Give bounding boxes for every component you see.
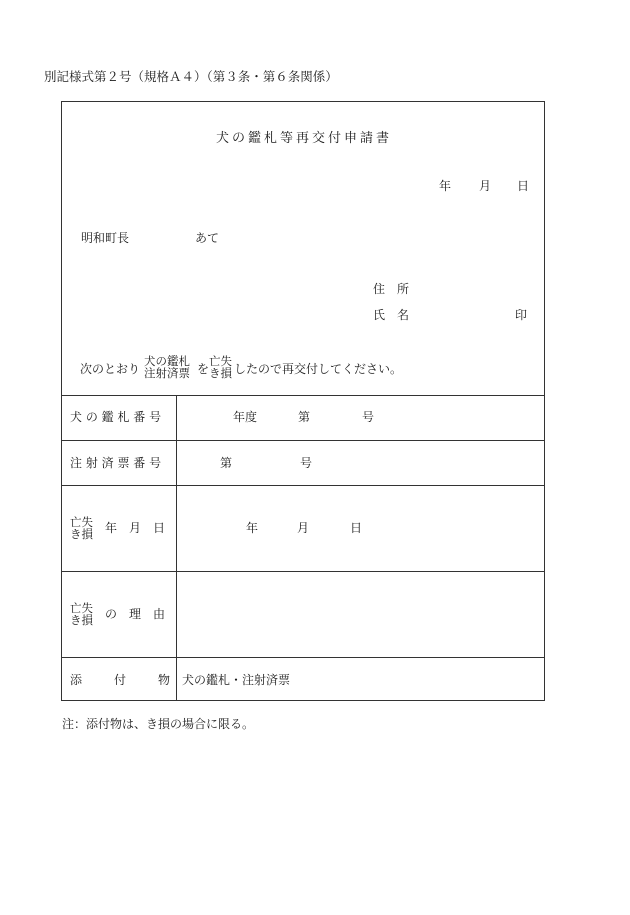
- request-item-vaccine: 注射済票: [144, 366, 190, 380]
- table-divider: [62, 571, 544, 572]
- table-divider: [62, 440, 544, 441]
- attachment-label-2: 付: [114, 673, 127, 687]
- seal-mark: 印: [515, 308, 528, 322]
- tag-number-go: 号: [362, 410, 375, 424]
- loss-date-year: 年: [246, 521, 259, 535]
- date-year-label: 年: [439, 179, 452, 193]
- attachment-value: 犬の鑑札・注射済票: [182, 673, 291, 687]
- request-suffix: したので再交付してください。: [234, 362, 403, 376]
- request-reason-stack: [209, 355, 232, 379]
- table-divider: [62, 485, 544, 486]
- tag-number-label: 犬 の 鑑 札 番 号: [70, 410, 162, 424]
- request-prefix: 次のとおり: [80, 362, 141, 376]
- tag-number-dai: 第: [298, 410, 311, 424]
- loss-date-label: 年 月 日: [105, 521, 166, 535]
- addressee-name: 明和町長: [81, 231, 130, 245]
- request-reason-lost: 亡失: [209, 354, 232, 368]
- loss-reason-stack: [70, 602, 93, 626]
- request-item-tag: 犬の鑑札: [144, 354, 190, 368]
- attachment-label-3: 物: [158, 673, 171, 687]
- form-title: 犬の鑑札等再交付申請書: [215, 131, 392, 146]
- loss-date-lost: 亡失: [70, 515, 93, 529]
- table-column-divider: [176, 395, 177, 701]
- loss-reason-damaged: き損: [70, 613, 93, 627]
- loss-reason-label: の 理 由: [105, 607, 166, 621]
- vaccine-number-go: 号: [300, 456, 313, 470]
- loss-date-day: 日: [350, 521, 363, 535]
- request-item-stack: [144, 355, 190, 379]
- request-particle: を: [197, 362, 210, 376]
- address-label: 住 所: [373, 282, 410, 296]
- table-divider: [62, 395, 544, 396]
- application-form: [61, 101, 545, 701]
- loss-date-month: 月: [297, 521, 310, 535]
- loss-date-damaged: き損: [70, 527, 93, 541]
- loss-date-stack: [70, 516, 93, 540]
- tag-number-nendo: 年度: [233, 410, 258, 424]
- attachment-label-1: 添: [70, 673, 83, 687]
- addressee-suffix: あて: [195, 231, 220, 245]
- date-month-label: 月: [479, 179, 492, 193]
- request-reason-damaged: き損: [209, 366, 232, 380]
- footnote: 注：添付物は、き損の場合に限る。: [62, 717, 255, 731]
- table-divider: [62, 657, 544, 658]
- form-number-label: 別記様式第２号（規格Ａ４）（第３条・第６条関係）: [44, 69, 338, 84]
- vaccine-number-dai: 第: [220, 456, 233, 470]
- vaccine-number-label: 注 射 済 票 番 号: [70, 456, 162, 470]
- name-label: 氏 名: [373, 308, 410, 322]
- date-day-label: 日: [517, 179, 530, 193]
- loss-reason-lost: 亡失: [70, 601, 93, 615]
